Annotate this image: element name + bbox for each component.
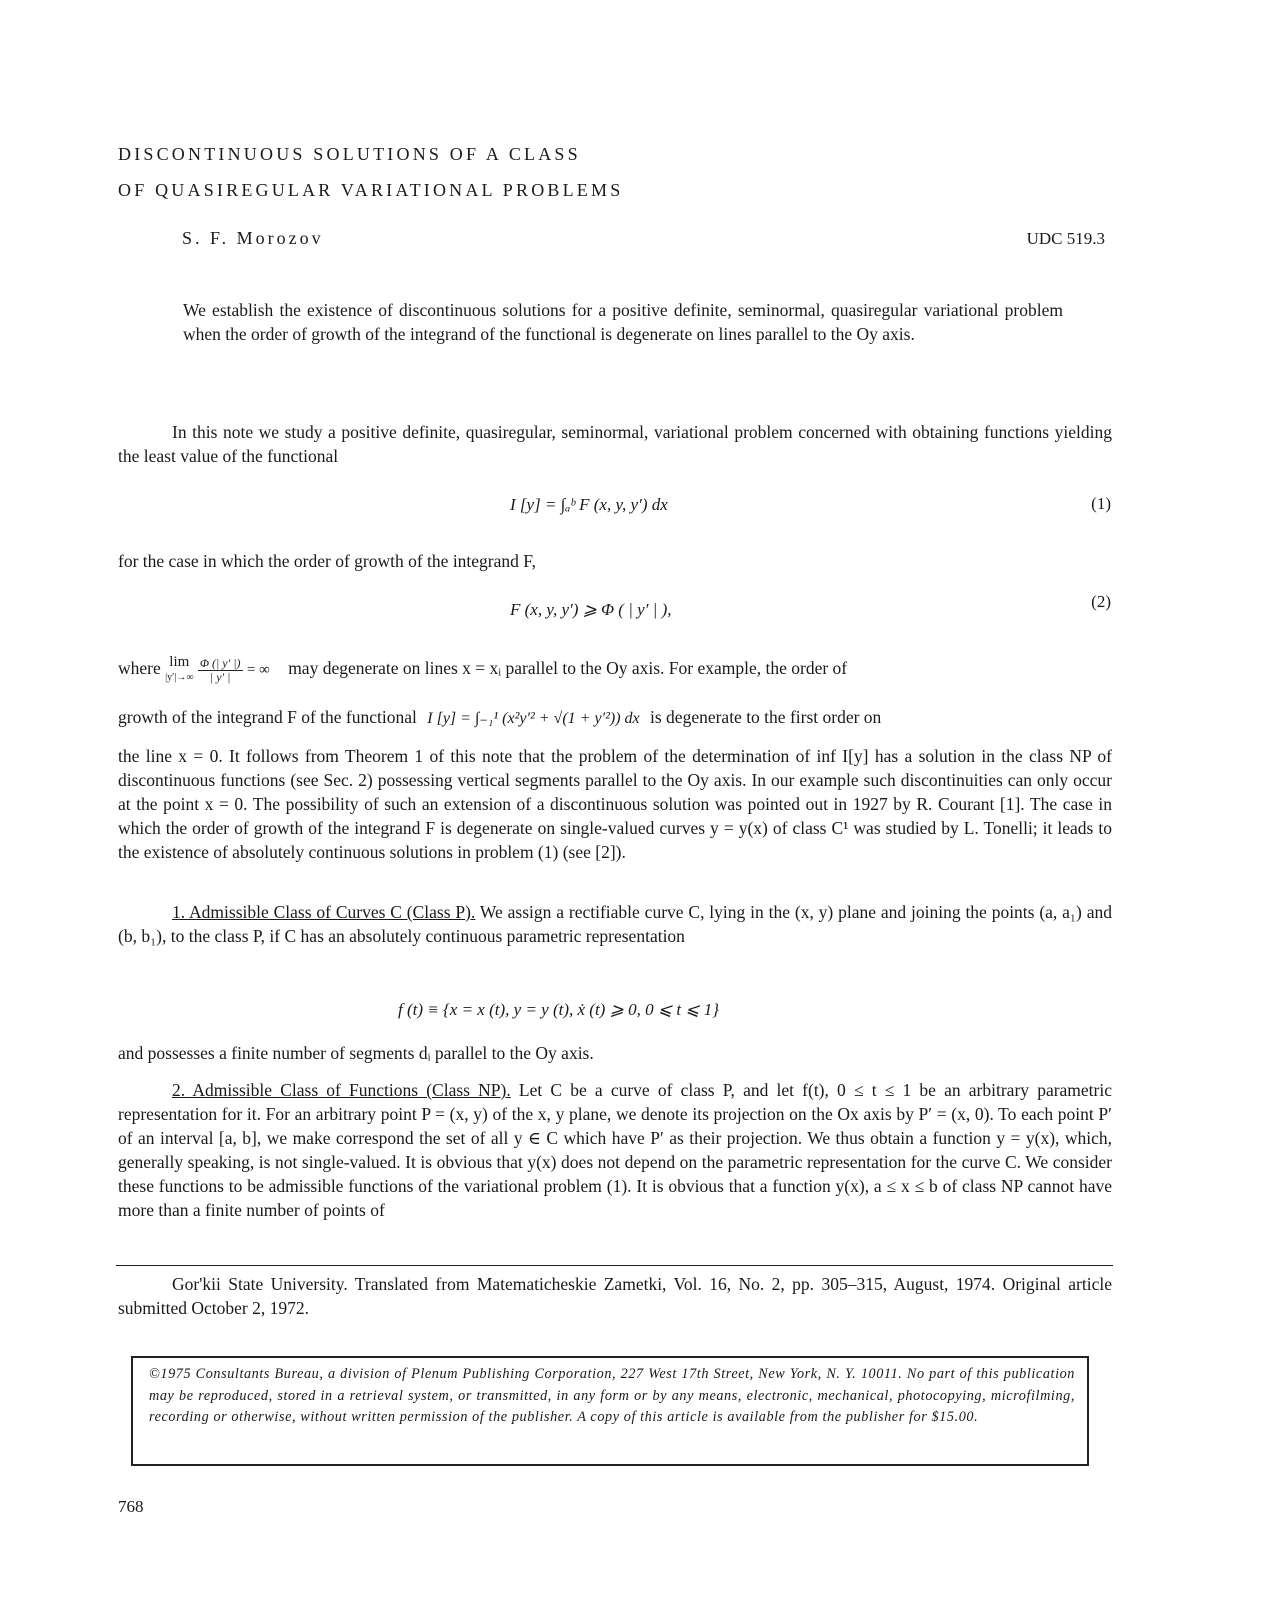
text-after-eq1: for the case in which the order of growth of the integrand F, [118, 551, 536, 571]
abstract: We establish the existence of discontinuous solutions for a positive definite, seminormal, quasiregular variational problem when the order of growth of the integrand of the functional is degenerate on lines parallel to the Oy axis. [183, 300, 1063, 344]
equation-1: I [y] = ∫ₐᵇ F (x, y, y′) dx [510, 495, 668, 514]
section-1 [118, 900, 1112, 948]
author: S. F. Morozov [182, 228, 324, 248]
copyright-box [131, 1356, 1089, 1466]
where-word: where [118, 658, 161, 679]
equals-infinity: = ∞ [246, 662, 270, 679]
fraction-denominator: | y′ | [209, 669, 231, 684]
section-1-heading: 1. Admissible Class of Curves C (Class P). [172, 902, 476, 922]
section-2-heading: 2. Admissible Class of Functions (Class NP). [172, 1080, 511, 1100]
growth-formula: I [y] = ∫₋₁¹ (x²y′² + √(1 + y′²)) dx [427, 710, 640, 727]
limit-line-rest: may degenerate on lines x = xᵢ parallel to the Oy axis. For example, the order of [288, 658, 848, 679]
fraction-numerator: Φ (| y′ |) [199, 655, 241, 670]
udc-code: UDC 519.3 [1026, 229, 1105, 248]
limit-subscript: |y′|→∞ [165, 672, 194, 683]
limit-label: lim [169, 654, 190, 670]
equation-3: f (t) ≡ {x = x (t), y = y (t), ẋ (t) ⩾ 0, 0 ⩽ t ⩽ 1} [398, 1000, 720, 1019]
paragraph-continued: the line x = 0. It follows from Theorem 1 of this note that the problem of the determination of inf I[y] has a solution in the class NP of discontinuous functions (see Sec. 2) possessing vertical segments parallel to the Oy axis. In our example such discontinuities can only occur at the point x = 0. The possibility of such an extension of a discontinuous solution was pointed out in 1927 by R. Courant [1]. The case in which the order of growth of the integrand F is degenerate on single-valued curves y = y(x) of class C¹ was studied by L. Tonelli; it leads to the existence of absolutely continuous solutions in problem (1) (see [2]). [118, 746, 1112, 862]
limit-fraction [198, 657, 243, 684]
equation-2: F (x, y, y′) ⩾ Φ ( | y′ | ), [510, 600, 672, 619]
growth-line-pre: growth of the integrand F of the functional [118, 707, 417, 727]
title-line-1: DISCONTINUOUS SOLUTIONS OF A CLASS [118, 144, 581, 164]
section-2-text: Let C be a curve of class P, and let f(t), 0 ≤ t ≤ 1 be an arbitrary parametric representation for it. For an arbitrary point P = (x, y) of the x, y plane, we denote its projection on the Ox axis by P′ = (x, 0). To each point P′ of an interval [a, b], we make correspond the set of all y ∈ C which have P′ as their projection. We thus obtain a function y = y(x), which, generally speaking, is not single-valued. It is obvious that y(x) does not depend on the parametric representation for the curve C. We consider these functions to be admissible functions of the variational problem (1). It is obvious that a function y(x), a ≤ x ≤ b of class NP cannot have more than a finite number of points of [118, 1080, 1113, 1220]
limit-operator [165, 655, 193, 685]
limit-line [118, 655, 1112, 695]
growth-line-post: is degenerate to the first order on [650, 707, 882, 727]
footnote-rule [116, 1265, 1113, 1266]
title-line-2: OF QUASIREGULAR VARIATIONAL PROBLEMS [118, 180, 624, 200]
section-1-text: We assign a rectifiable curve C, lying in the (x, y) plane and joining the points (a, a₁) and (b, b₁), to the class P, if C has an absolutely continuous parametric representation [118, 902, 1112, 946]
growth-line [118, 707, 881, 728]
footnote: Gor'kii State University. Translated from Matematicheskie Zametki, Vol. 16, No. 2, pp. 305–315, August, 1974. Original article submitted October 2, 1972. [118, 1274, 1112, 1318]
section-2 [118, 1078, 1112, 1222]
copyright-text: ©1975 Consultants Bureau, a division of Plenum Publishing Corporation, 227 West 17th Street, New York, N. Y. 10011. No part of this publication may be reproduced, stored in a retrieval system, or transmitted, in any form or by any means, electronic, mechanical, photocopying, microfilming, recording or otherwise, without written permission of the publisher. A copy of this article is available from the publisher for $15.00. [149, 1366, 1075, 1425]
equation-2-number: (2) [1091, 592, 1111, 611]
equation-1-number: (1) [1091, 494, 1111, 513]
page-number: 768 [118, 1497, 144, 1516]
intro-paragraph: In this note we study a positive definite, quasiregular, seminormal, variational problem concerned with obtaining functions yielding the least value of the functional [118, 422, 1112, 466]
section-1-closing: and possesses a finite number of segments dᵢ parallel to the Oy axis. [118, 1043, 594, 1063]
